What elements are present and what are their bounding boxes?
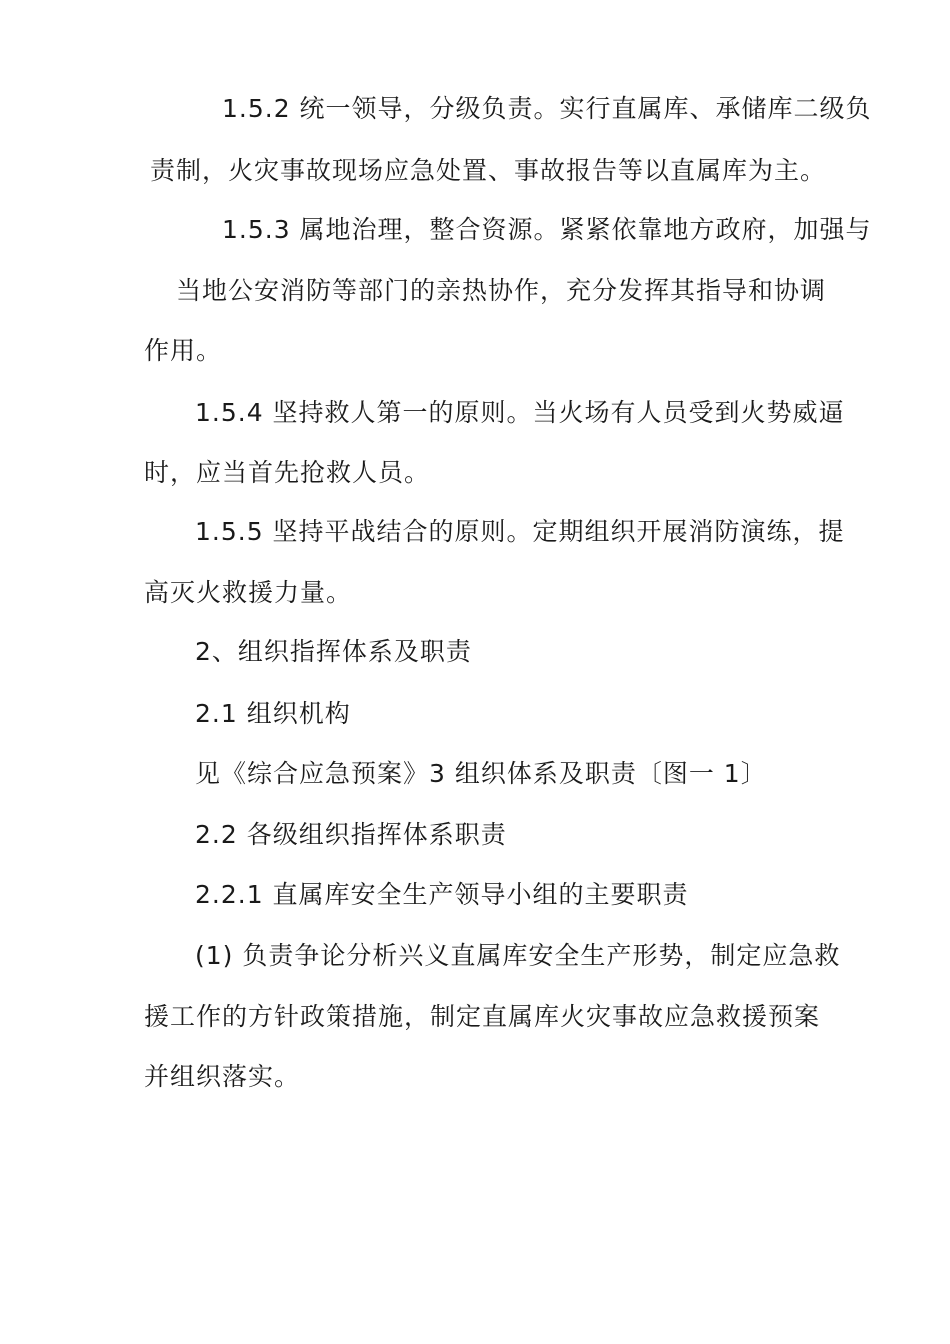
item-1-line-2: 援工作的方针政策措施，制定直属库火灾事故应急救援预案 [144,1002,821,1031]
para-1-5-4-line-2: 时，应当首先抢救人员。 [144,458,431,487]
item-1-line-1: (1) 负责争论分析兴义直属库安全生产形势，制定应急救 [195,941,841,970]
para-1-5-2-line-1: 1.5.2 统一领导，分级负责。实行直属库、承储库二级负 [222,94,872,123]
heading-2: 2、组织指挥体系及职责 [195,637,472,666]
para-1-5-4-line-1: 1.5.4 坚持救人第一的原则。当火场有人员受到火势威逼 [195,398,845,427]
para-1-5-3-line-1: 1.5.3 属地治理，整合资源。紧紧依靠地方政府，加强与 [222,215,872,244]
heading-2-2: 2.2 各级组织指挥体系职责 [195,820,507,849]
para-1-5-5-line-2: 高灭火救援力量。 [144,578,353,607]
item-1-line-3: 并组织落实。 [144,1062,301,1091]
reference-line: 见《综合应急预案》3 组织体系及职责〔图一 1〕 [195,759,767,788]
heading-2-2-1: 2.2.1 直属库安全生产领导小组的主要职责 [195,880,689,909]
para-1-5-3-line-3: 作用。 [144,336,223,365]
heading-2-1: 2.1 组织机构 [195,699,351,728]
para-1-5-2-line-2: 责制，火灾事故现场应急处置、事故报告等以直属库为主。 [150,156,827,185]
para-1-5-3-line-2: 当地公安消防等部门的亲热协作，充分发挥其指导和协调 [176,276,827,305]
para-1-5-5-line-1: 1.5.5 坚持平战结合的原则。定期组织开展消防演练，提 [195,517,845,546]
